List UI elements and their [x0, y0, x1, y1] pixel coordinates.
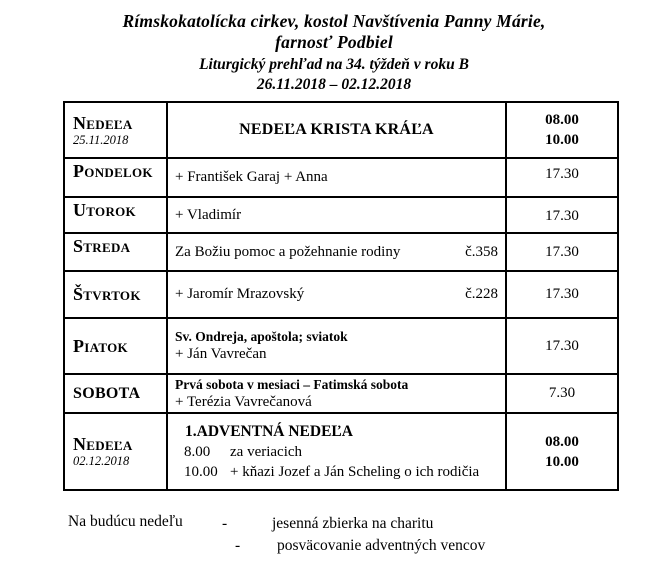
- liturgical-schedule-table: [63, 101, 619, 491]
- mass-intention: + Vladimír: [175, 206, 242, 223]
- church-title-line1: Rímskokatolícka cirkev, kostol Navštívenia Panny Márie,: [122, 11, 546, 31]
- footer-item-text: posväcovanie adventných vencov: [277, 537, 486, 554]
- announcements-footer: [68, 513, 668, 557]
- day-name: Piatok: [73, 335, 128, 356]
- song-number: č.358: [465, 243, 498, 260]
- day-cell: [64, 158, 167, 197]
- week-date-range: 26.11.2018 – 02.12.2018: [256, 76, 412, 93]
- time-cell: [506, 271, 618, 318]
- footer-item: [222, 535, 485, 557]
- day-name: SOBOTA: [73, 385, 141, 402]
- table-row-wednesday: [64, 233, 618, 271]
- description-cell: [167, 158, 506, 197]
- feast-name: Sv. Ondreja, apoštola; sviatok: [175, 329, 348, 344]
- time-cell: [506, 102, 618, 158]
- day-cell: [64, 413, 167, 490]
- day-name: Nedeľa: [73, 434, 133, 454]
- dash-bullet: -: [222, 515, 228, 532]
- description-cell: [167, 271, 506, 318]
- day-cell: [64, 374, 167, 413]
- table-row-sunday-1: [64, 102, 618, 158]
- church-title-line2: farnosť Podbiel: [275, 32, 393, 52]
- day-date: 25.11.2018: [73, 132, 129, 147]
- mass-time: 7.30: [548, 385, 576, 401]
- mass-intention: za veriacich: [230, 443, 303, 460]
- dash-bullet: -: [235, 537, 241, 554]
- footer-item: [222, 513, 485, 535]
- table-row-saturday: [64, 374, 618, 413]
- mass-time: 08.00: [545, 433, 579, 450]
- table-row-sunday-2: [64, 413, 618, 490]
- footer-items: [222, 513, 485, 557]
- description-cell: [167, 233, 506, 271]
- mass-line: [175, 442, 498, 462]
- mass-intention: + Jaromír Mrazovský: [175, 286, 305, 302]
- intention-with-ref: [175, 243, 498, 262]
- intention-with-ref: [175, 285, 498, 304]
- footer-item-text: jesenná zbierka na charitu: [272, 515, 434, 532]
- day-cell: [64, 102, 167, 158]
- table-row-thursday: [64, 271, 618, 318]
- schedule-subtitle: Liturgický prehľad na 34. týždeň v roku B: [199, 56, 469, 73]
- time-cell: [506, 197, 618, 233]
- mass-intention: Za Božiu pomoc a požehnanie rodiny: [175, 243, 401, 260]
- mass-time: 17.30: [545, 286, 579, 302]
- time-cell: [506, 158, 618, 197]
- mass-intention: + Terézia Vavrečanová: [175, 393, 312, 410]
- mass-time: 17.30: [545, 337, 579, 354]
- mass-time: 17.30: [545, 208, 579, 224]
- mass-intention: + František Garaj + Anna: [175, 169, 328, 185]
- description-cell: [167, 197, 506, 233]
- mass-intention: + Ján Vavrečan: [175, 346, 267, 362]
- mass-time: 08.00: [545, 112, 579, 128]
- day-cell: [64, 318, 167, 374]
- day-cell: [64, 197, 167, 233]
- mass-line-time: 10.00: [184, 463, 218, 480]
- day-name: Pondelok: [73, 161, 153, 181]
- description-cell: [167, 318, 506, 374]
- mass-time: 10.00: [545, 132, 579, 148]
- feast-name: Prvá sobota v mesiaci – Fatimská sobota: [175, 376, 409, 392]
- feast-title: 1.ADVENTNÁ NEDEĽA: [185, 422, 353, 440]
- feast-title: NEDEĽA KRISTA KRÁĽA: [239, 121, 434, 138]
- description-cell: [167, 413, 506, 490]
- description-cell: [167, 102, 506, 158]
- description-cell: [167, 374, 506, 413]
- day-name: Utorok: [73, 200, 136, 220]
- mass-intention: + kňazi Jozef a Ján Scheling o ich rodičia: [230, 463, 480, 480]
- day-name: Nedeľa: [73, 112, 133, 133]
- day-cell: [64, 271, 167, 318]
- mass-time: 17.30: [545, 166, 579, 182]
- time-cell: [506, 318, 618, 374]
- mass-line-time: 8.00: [184, 443, 211, 460]
- mass-line: [175, 462, 498, 482]
- day-name: Štvrtok: [73, 284, 141, 304]
- footer-label: Na budúcu nedeľu: [68, 513, 183, 530]
- table-row-friday: [64, 318, 618, 374]
- time-cell: [506, 413, 618, 490]
- song-number: č.228: [465, 286, 498, 302]
- day-date: 02.12.2018: [73, 454, 130, 468]
- day-name: Streda: [73, 236, 131, 256]
- table-row-monday: [64, 158, 618, 197]
- time-cell: [506, 233, 618, 271]
- day-cell: [64, 233, 167, 271]
- time-cell: [506, 374, 618, 413]
- mass-time: 17.30: [545, 243, 579, 260]
- mass-time: 10.00: [545, 453, 579, 470]
- document-header: [0, 0, 668, 95]
- table-row-tuesday: [64, 197, 618, 233]
